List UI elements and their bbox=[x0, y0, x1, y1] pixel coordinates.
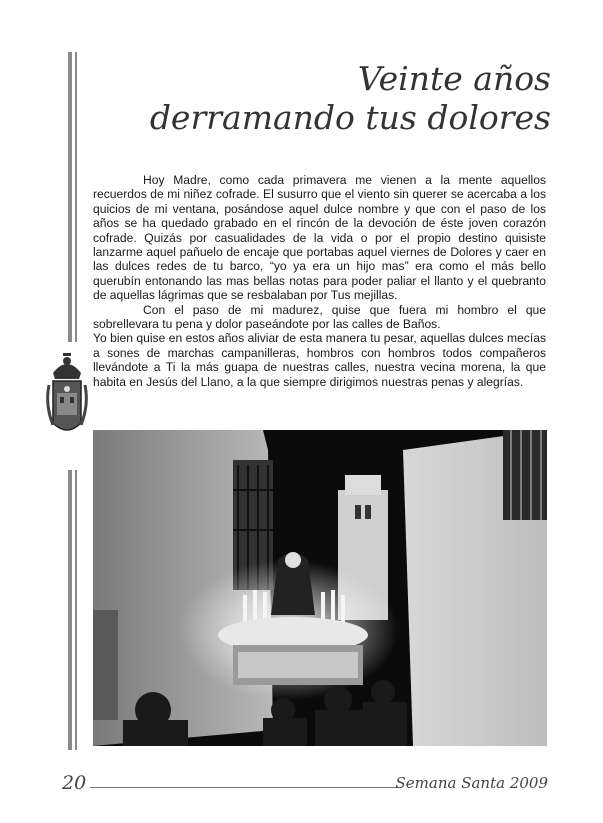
left-decorative-bar-bottom bbox=[68, 470, 72, 750]
procession-photo bbox=[93, 430, 547, 746]
article-body bbox=[93, 173, 546, 389]
footer-rule bbox=[90, 787, 398, 788]
left-decorative-bar-bottom-thin bbox=[75, 470, 77, 750]
title-line-2: derramando tus dolores bbox=[149, 97, 551, 137]
page-number: 20 bbox=[62, 772, 87, 794]
coat-of-arms-icon bbox=[43, 345, 91, 455]
publication-title: Semana Santa 2009 bbox=[395, 774, 548, 792]
paragraph-2: Con el paso de mi madurez, quise que fuera mi hombro el que sobrellevara tu pena y dolor paseándote por las calles de Baños. bbox=[93, 302, 546, 332]
title-line-1: Veinte años bbox=[357, 59, 551, 98]
paragraph-3: Yo bien quise en estos años aliviar de esta manera tu pesar, aquellas dulces mecías a sones de marchas campanilleras, hombros con hombros todos compañeros llevándote a Ti la más guapa de nuestras calles, nuestra vecina morena, la que habita en Jesús del Llano, a la que siempre dirigimos nuestras penas y alegrías. bbox=[93, 331, 546, 389]
left-decorative-bar-top-thin bbox=[75, 52, 77, 342]
article-title bbox=[150, 60, 551, 138]
page-footer bbox=[62, 772, 548, 794]
left-decorative-bar-top bbox=[68, 52, 72, 342]
paragraph-1: Hoy Madre, como cada primavera me vienen a la mente aquellos recuerdos de mi niñez cofrade. El susurro que el viento sin querer se acercaba a los quicios de mi ventana, posándose aquel dulce nombre y que con el paso de los años se ha quedado grabado en el rincón de la devoción de éste joven corazón cofrade. Quizás por casualidades de la vida o por el propio destino quisiste lanzarme aquel pañuelo de encaje que portabas aquel viernes de Dolores y caer en las dulces redes de tu barco, “yo ya era un hijo mas” era como el más bello querubín entonando las mas bellas notas para poder paliar el llanto y el quebranto de aquellas lágrimas que se resbalaban por Tus mejillas. bbox=[93, 173, 546, 303]
